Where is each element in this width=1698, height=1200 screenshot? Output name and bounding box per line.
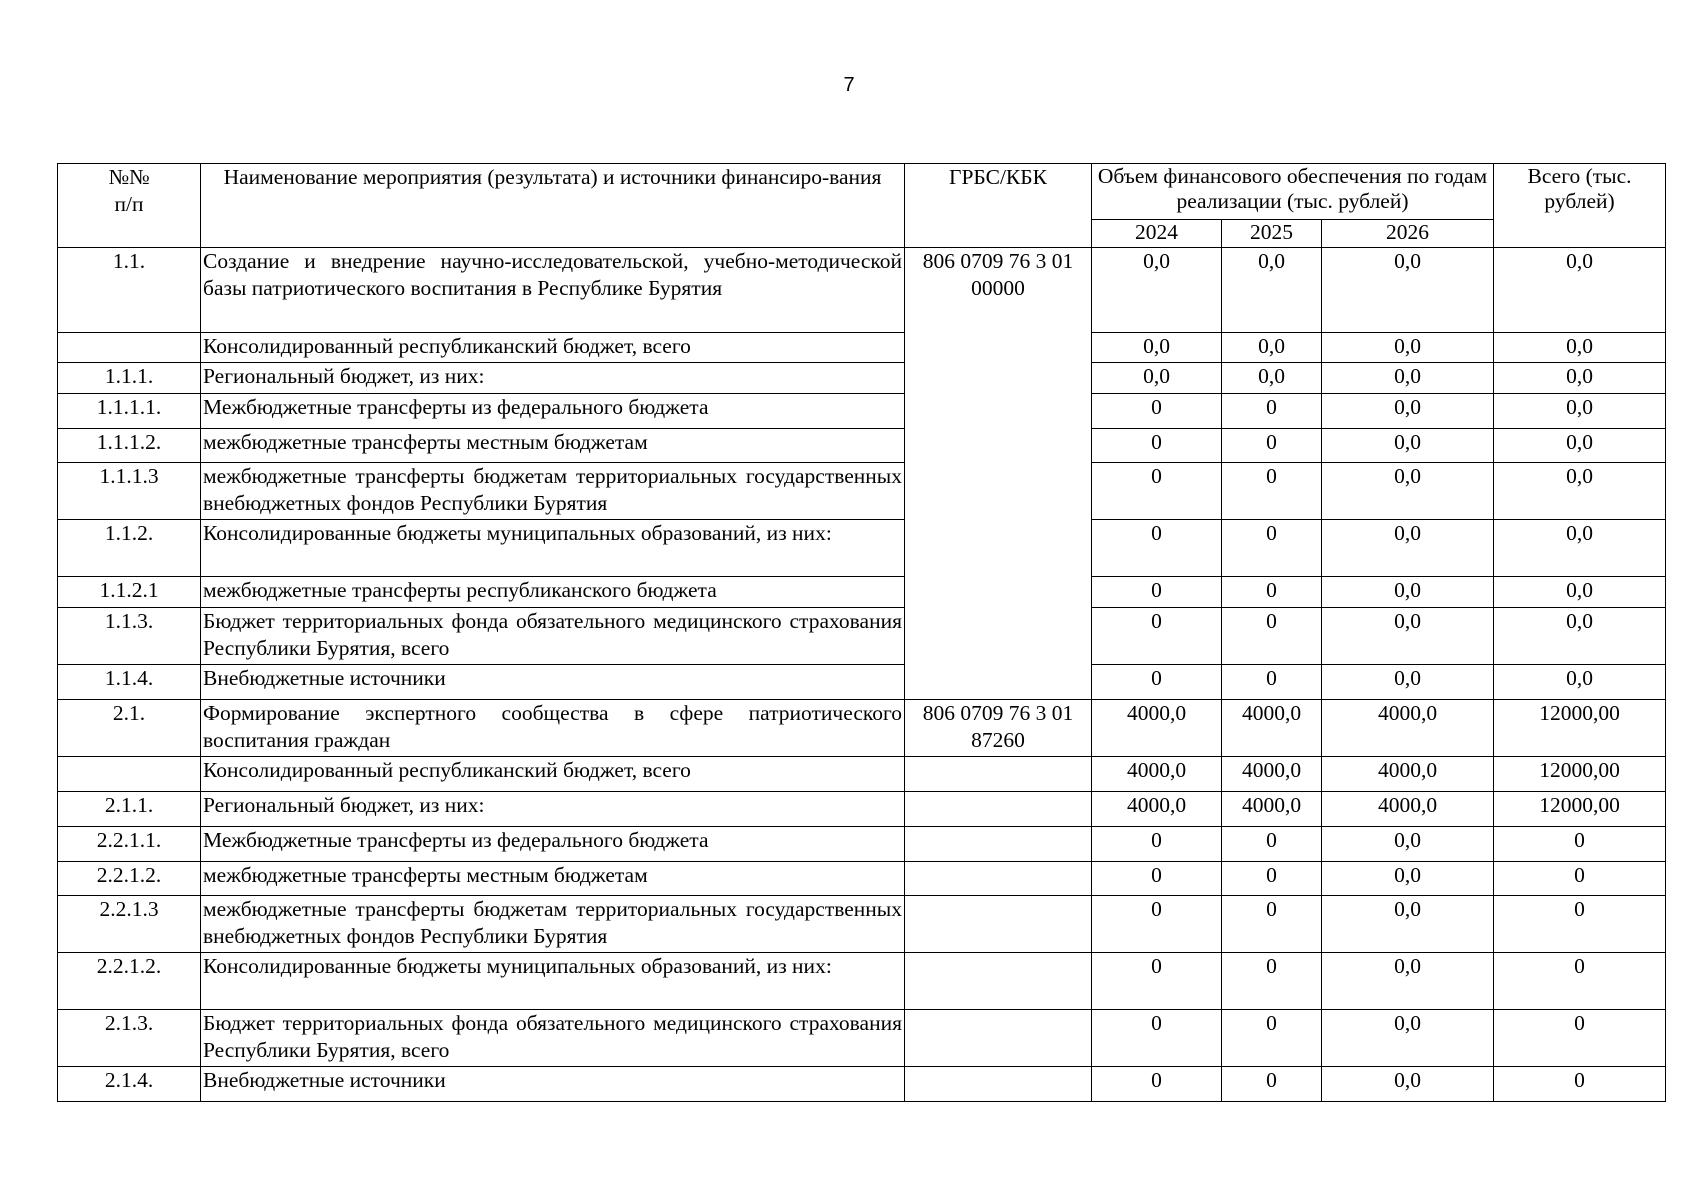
row-name: межбюджетные трансферты бюджетам территориальных государственных внебюджетных фондов Республики Бурятия [201,463,905,520]
table-row [58,363,1666,394]
row-value-2025: 0 [1222,665,1322,700]
row-value-2025: 4000,0 [1222,757,1322,792]
row-name: Межбюджетные трансферты из федерального бюджета [201,394,905,429]
table-row [58,394,1666,429]
row-name: Формирование экспертного сообщества в сфере патриотического воспитания граждан [201,700,905,757]
header-kbk: ГРБС/КБК [905,164,1092,248]
row-kbk [905,1067,1092,1102]
row-value-2024: 0 [1092,1067,1222,1102]
row-total: 0,0 [1494,429,1666,463]
row-total: 0 [1494,1010,1666,1067]
row-total: 0 [1494,1067,1666,1102]
row-value-2025: 0 [1222,463,1322,520]
row-value-2025: 0 [1222,862,1322,896]
row-number: 1.1.4. [58,665,201,700]
row-total: 12000,00 [1494,700,1666,757]
row-number [58,333,201,363]
row-total: 12000,00 [1494,792,1666,827]
row-value-2024: 0 [1092,862,1222,896]
row-value-2026: 0,0 [1322,896,1494,953]
row-number: 1.1.2.1 [58,577,201,608]
row-value-2026: 0,0 [1322,953,1494,1010]
row-value-2024: 0 [1092,953,1222,1010]
row-value-2025: 0 [1222,577,1322,608]
row-value-2026: 0,0 [1322,463,1494,520]
header-volume: Объем финансового обеспечения по годам реализации (тыс. рублей) [1092,164,1494,220]
header-year-2025: 2025 [1222,220,1322,248]
row-value-2025: 4000,0 [1222,700,1322,757]
row-kbk [905,827,1092,862]
table-row [58,1010,1666,1067]
row-total: 0,0 [1494,665,1666,700]
header-year-2026: 2026 [1322,220,1494,248]
row-value-2025: 0 [1222,520,1322,577]
row-number: 2.1.1. [58,792,201,827]
row-total: 0,0 [1494,608,1666,665]
row-kbk [905,792,1092,827]
row-total: 0,0 [1494,363,1666,394]
row-number: 1.1. [58,248,201,333]
row-value-2025: 0 [1222,394,1322,429]
row-total: 0,0 [1494,577,1666,608]
row-value-2024: 0 [1092,520,1222,577]
row-value-2026: 0,0 [1322,429,1494,463]
row-value-2024: 0 [1092,394,1222,429]
row-value-2025: 0 [1222,429,1322,463]
row-number: 2.2.1.3 [58,896,201,953]
row-value-2026: 0,0 [1322,248,1494,333]
row-total: 0,0 [1494,520,1666,577]
row-total: 0,0 [1494,463,1666,520]
row-name: Региональный бюджет, из них: [201,792,905,827]
table-row [58,757,1666,792]
row-number: 1.1.2. [58,520,201,577]
row-value-2026: 4000,0 [1322,792,1494,827]
row-value-2026: 0,0 [1322,862,1494,896]
header-total: Всего (тыс. рублей) [1494,164,1666,248]
row-value-2026: 0,0 [1322,363,1494,394]
row-name: Консолидированные бюджеты муниципальных образований, из них: [201,953,905,1010]
table-row [58,608,1666,665]
row-value-2024: 4000,0 [1092,700,1222,757]
table-row [58,896,1666,953]
row-name: Внебюджетные источники [201,665,905,700]
row-value-2026: 0,0 [1322,665,1494,700]
header-name: Наименование мероприятия (результата) и источники финансиро-вания [201,164,905,248]
row-name: Консолидированные бюджеты муниципальных образований, из них: [201,520,905,577]
table-row [58,248,1666,333]
row-number: 1.1.1.3 [58,463,201,520]
table-row [58,665,1666,700]
row-name: Бюджет территориальных фонда обязательного медицинского страхования Республики Бурятия, всего [201,608,905,665]
row-total: 0,0 [1494,333,1666,363]
row-value-2024: 0,0 [1092,363,1222,394]
row-value-2024: 0 [1092,577,1222,608]
row-kbk: 806 0709 76 3 01 00000 [905,248,1092,700]
row-value-2024: 4000,0 [1092,757,1222,792]
row-name: межбюджетные трансферты местным бюджетам [201,429,905,463]
row-value-2026: 0,0 [1322,577,1494,608]
row-value-2026: 0,0 [1322,827,1494,862]
table-row [58,429,1666,463]
table-row [58,520,1666,577]
table-row [58,862,1666,896]
row-value-2024: 0,0 [1092,333,1222,363]
row-kbk [905,896,1092,953]
row-number: 1.1.3. [58,608,201,665]
row-name: Межбюджетные трансферты из федерального бюджета [201,827,905,862]
header-year-2024: 2024 [1092,220,1222,248]
row-value-2026: 0,0 [1322,394,1494,429]
table-row [58,700,1666,757]
row-value-2024: 4000,0 [1092,792,1222,827]
row-name: Консолидированный республиканский бюджет, всего [201,333,905,363]
row-value-2025: 0,0 [1222,248,1322,333]
row-kbk: 806 0709 76 3 01 87260 [905,700,1092,757]
row-total: 0 [1494,896,1666,953]
row-name: межбюджетные трансферты местным бюджетам [201,862,905,896]
row-value-2024: 0 [1092,463,1222,520]
row-value-2026: 4000,0 [1322,700,1494,757]
row-total: 0 [1494,862,1666,896]
row-value-2025: 4000,0 [1222,792,1322,827]
row-number: 1.1.1.2. [58,429,201,463]
row-number: 2.2.1.2. [58,862,201,896]
row-number: 2.1. [58,700,201,757]
row-total: 0,0 [1494,394,1666,429]
row-value-2025: 0,0 [1222,333,1322,363]
row-name: Бюджет территориальных фонда обязательного медицинского страхования Республики Бурятия, всего [201,1010,905,1067]
table-row [58,1067,1666,1102]
table-row [58,953,1666,1010]
row-name: межбюджетные трансферты республиканского бюджета [201,577,905,608]
row-value-2025: 0 [1222,827,1322,862]
table-row [58,827,1666,862]
row-value-2025: 0,0 [1222,363,1322,394]
row-value-2026: 0,0 [1322,520,1494,577]
row-value-2026: 0,0 [1322,1010,1494,1067]
row-name: Региональный бюджет, из них: [201,363,905,394]
row-value-2024: 0 [1092,827,1222,862]
table-row [58,792,1666,827]
row-number: 2.2.1.1. [58,827,201,862]
row-number: 2.2.1.2. [58,953,201,1010]
row-name: Внебюджетные источники [201,1067,905,1102]
table-row [58,577,1666,608]
row-kbk [905,1010,1092,1067]
row-value-2025: 0 [1222,608,1322,665]
page-number: 7 [843,74,855,96]
table-row [58,333,1666,363]
row-value-2025: 0 [1222,1067,1322,1102]
row-value-2026: 0,0 [1322,1067,1494,1102]
row-number: 1.1.1. [58,363,201,394]
row-number: 2.1.4. [58,1067,201,1102]
row-kbk [905,953,1092,1010]
row-value-2025: 0 [1222,1010,1322,1067]
row-kbk [905,862,1092,896]
row-total: 0 [1494,827,1666,862]
row-name: Консолидированный республиканский бюджет, всего [201,757,905,792]
row-value-2024: 0 [1092,665,1222,700]
row-number [58,757,201,792]
row-total: 12000,00 [1494,757,1666,792]
row-total: 0,0 [1494,248,1666,333]
header-number: №№ п/п [58,164,201,248]
row-value-2025: 0 [1222,953,1322,1010]
row-value-2024: 0 [1092,896,1222,953]
row-value-2024: 0,0 [1092,248,1222,333]
row-value-2024: 0 [1092,1010,1222,1067]
row-name: межбюджетные трансферты бюджетам территориальных государственных внебюджетных фондов Республики Бурятия [201,896,905,953]
row-total: 0 [1494,953,1666,1010]
row-kbk [905,757,1092,792]
row-value-2026: 4000,0 [1322,757,1494,792]
row-value-2024: 0 [1092,429,1222,463]
row-name: Создание и внедрение научно-исследовательской, учебно-методической базы патриотического воспитания в Республике Бурятия [201,248,905,333]
row-value-2026: 0,0 [1322,608,1494,665]
row-number: 1.1.1.1. [58,394,201,429]
table-row [58,463,1666,520]
row-number: 2.1.3. [58,1010,201,1067]
row-value-2026: 0,0 [1322,333,1494,363]
row-value-2024: 0 [1092,608,1222,665]
row-value-2025: 0 [1222,896,1322,953]
financing-table [57,163,1666,1102]
